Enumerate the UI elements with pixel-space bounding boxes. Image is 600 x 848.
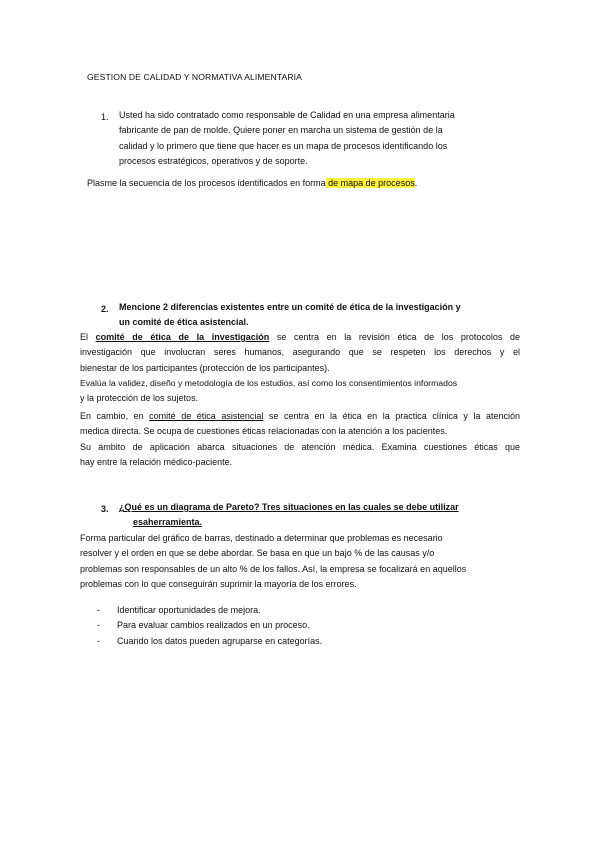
paragraph-line: problemas con lo que conseguirán suprimir la mayoría de los errores.	[80, 578, 357, 589]
question-2-paragraph-1	[80, 330, 520, 406]
paragraph-line: Evalúa la validez, diseño y metodología de los estudios, así como los consentimientos informados	[80, 377, 458, 388]
question-3-bullet-list	[97, 603, 517, 649]
question-1-line: fabricante de pan de molde. Quiere poner en marcha un sistema de gestión de la	[119, 125, 443, 136]
paragraph-line: resolver y el orden en que se debe abordar. Se basa en que un bajo % de las causas y/o	[80, 548, 435, 559]
question-1-instruction	[87, 176, 517, 191]
document-title: GESTION DE CALIDAD Y NORMATIVA ALIMENTARIA	[87, 72, 302, 82]
list-item: - Identificar oportunidades de mejora.	[97, 603, 517, 618]
question-2-heading-line: Mencione 2 diferencias existentes entre un comité de ética de la investigación y	[119, 302, 461, 312]
question-3-heading-line: ¿Qué es un diagrama de Pareto? Tres situaciones en las cuales se debe utilizar	[119, 502, 459, 512]
question-3-heading	[119, 500, 519, 531]
list-item: - Para evaluar cambios realizados en un proceso.	[97, 618, 517, 633]
bullet-dash: -	[97, 620, 100, 631]
question-1-line: calidad y lo primero que tiene que hacer es un mapa de procesos identificando los	[119, 140, 448, 151]
paragraph-line: y la protección de los sujetos.	[80, 393, 199, 404]
question-1-text	[119, 108, 519, 169]
paragraph-line: El comité de ética de la investigación se centra en la revisión ética de los protocolos de	[80, 332, 520, 342]
question-2-number: 2.	[101, 304, 109, 314]
bullet-dash: -	[97, 635, 100, 646]
paragraph-line: Forma particular del gráfico de barras, destinado a determinar que problemas es necesario	[80, 533, 443, 543]
paragraph-line: investigación que involucran seres humanos, asegurando que se respeten los derechos y el	[80, 347, 520, 358]
question-2-heading	[119, 300, 519, 331]
paragraph-line: En cambio, en comité de ética asistencial se centra en la ética en la practica clínica y la atención	[80, 411, 520, 421]
paragraph-line: problemas son responsables de un alto % de los fallos. Así, la empresa se focalizará en aquellos	[80, 563, 467, 574]
instruction-text: Plasme la secuencia de los procesos identificados en forma	[87, 178, 326, 188]
question-1-number: 1.	[101, 112, 109, 122]
term-research-committee: comité de ética de la investigación	[95, 332, 270, 342]
instruction-end: .	[414, 178, 418, 188]
paragraph-line: Su ámbito de aplicación abarca situaciones de atención médica. Examina cuestiones éticas que	[80, 441, 520, 452]
question-2-paragraph-2	[80, 409, 520, 470]
question-3-number: 3.	[101, 504, 109, 514]
question-1-line: Usted ha sido contratado como responsable de Calidad en una empresa alimentaria	[119, 110, 455, 120]
question-2-heading-line: un comité de ética asistencial.	[119, 317, 249, 328]
question-1-line: procesos estratégicos, operativos y de soporte.	[119, 155, 308, 166]
paragraph-line: bienestar de los participantes (protección de los participantes).	[80, 362, 330, 373]
term-care-committee: comité de ética asistencial	[149, 411, 264, 421]
list-item: - Cuando los datos pueden agruparse en categorías.	[97, 634, 517, 649]
paragraph-line: medica directa. Se ocupa de cuestiones éticas relacionadas con la atención a los pacientes.	[80, 426, 448, 437]
bullet-dash: -	[97, 605, 100, 615]
question-3-paragraph	[80, 531, 520, 592]
question-3-heading-line: esaherramienta.	[133, 517, 203, 528]
instruction-highlight: de mapa de procesos	[325, 178, 415, 188]
paragraph-line: hay entre la relación médico-paciente.	[80, 456, 233, 467]
